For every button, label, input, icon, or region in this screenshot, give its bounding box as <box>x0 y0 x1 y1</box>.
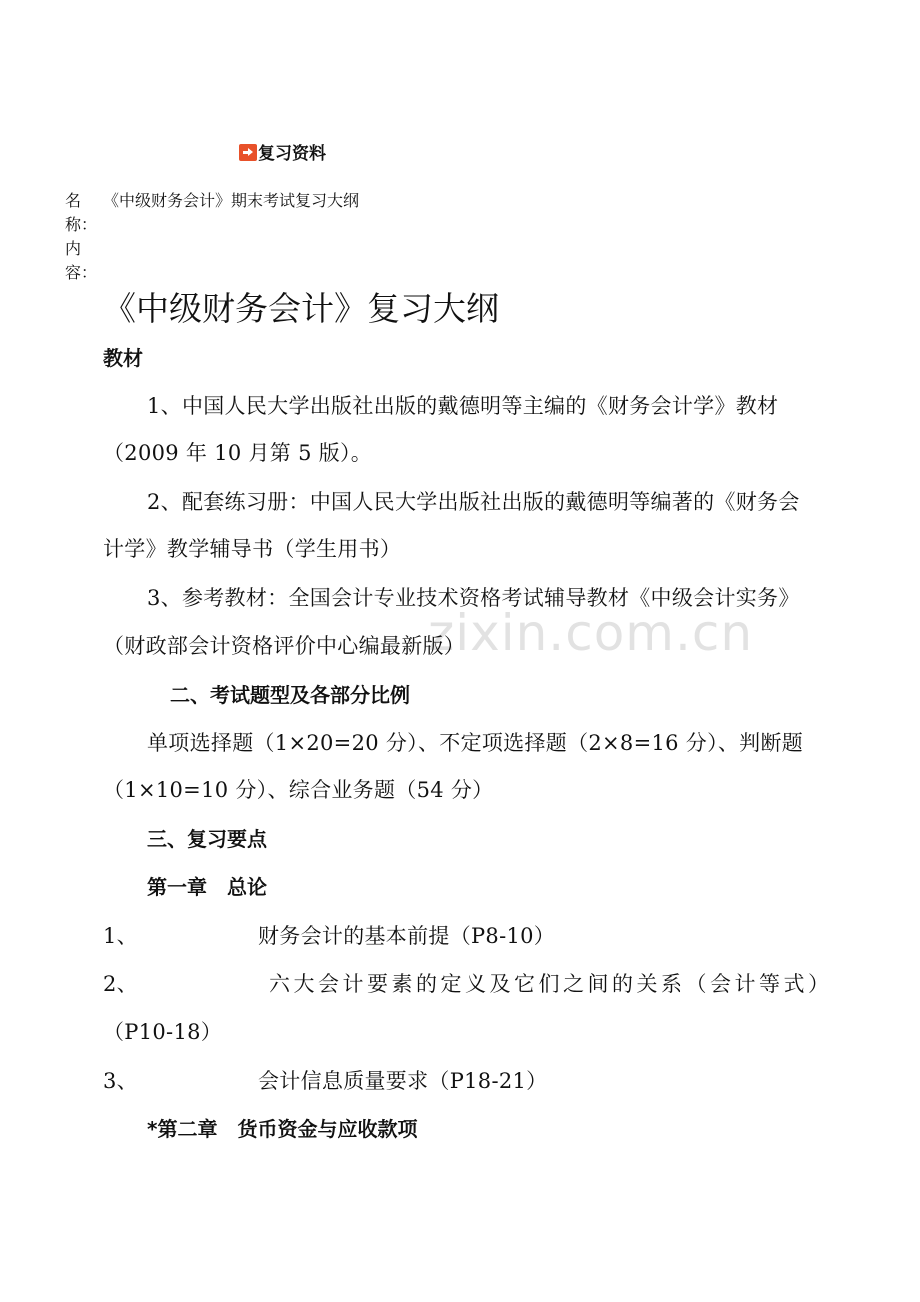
ch1-item3-text: 会计信息质量要求（P18-21） <box>258 1069 548 1093</box>
ch1-item1-num: 1、 <box>103 924 138 948</box>
watermark: zixin.com.cn <box>428 604 754 662</box>
section-textbook: 教材 <box>103 346 143 370</box>
name-label-1: 名 <box>65 191 82 210</box>
header-title-row <box>239 139 326 164</box>
item2-line1: 2、配套练习册：中国人民大学出版社出版的戴德明等编著的《财务会 <box>147 490 800 514</box>
name-label-2: 称： <box>65 215 98 234</box>
item3-line2: （财政部会计资格评价中心编最新版） <box>103 634 466 658</box>
item3-line1: 3、参考教材：全国会计专业技术资格考试辅导教材《中级会计实务》 <box>147 586 800 610</box>
ch1-item2-line2: （P10-18） <box>103 1020 223 1044</box>
item1-line2: （2009 年 10 月第 5 版）。 <box>103 441 373 465</box>
section3-title: 三、复习要点 <box>147 827 267 851</box>
arrow-right-icon <box>239 144 257 161</box>
item2-line2: 计学》教学辅导书（学生用书） <box>103 537 402 561</box>
name-value: 《中级财务会计》期末考试复习大纲 <box>103 191 360 210</box>
ch1-item2-text: 六大会计要素的定义及它们之间的关系（会计等式） <box>269 972 833 996</box>
chapter2-title: *第二章 货币资金与应收款项 <box>147 1117 418 1141</box>
ch1-item2-num: 2、 <box>103 972 138 996</box>
section2-title: 二、考试题型及各部分比例 <box>170 683 410 707</box>
content-label-1: 内 <box>65 239 82 258</box>
chapter1-title: 第一章 总论 <box>147 875 267 899</box>
item1-line1: 1、中国人民大学出版社出版的戴德明等主编的《财务会计学》教材 <box>147 394 779 418</box>
content-label-2: 容： <box>65 263 98 282</box>
section2-line2: （1×10=10 分）、综合业务题（54 分） <box>103 778 494 802</box>
section2-line1: 单项选择题（1×20=20 分）、不定项选择题（2×8=16 分）、判断题 <box>147 731 804 755</box>
ch1-item1-text: 财务会计的基本前提（P8-10） <box>258 924 556 948</box>
header-title: 复习资料 <box>258 144 326 164</box>
doc-title: 《中级财务会计》复习大纲 <box>103 289 499 328</box>
ch1-item3-num: 3、 <box>103 1069 138 1093</box>
